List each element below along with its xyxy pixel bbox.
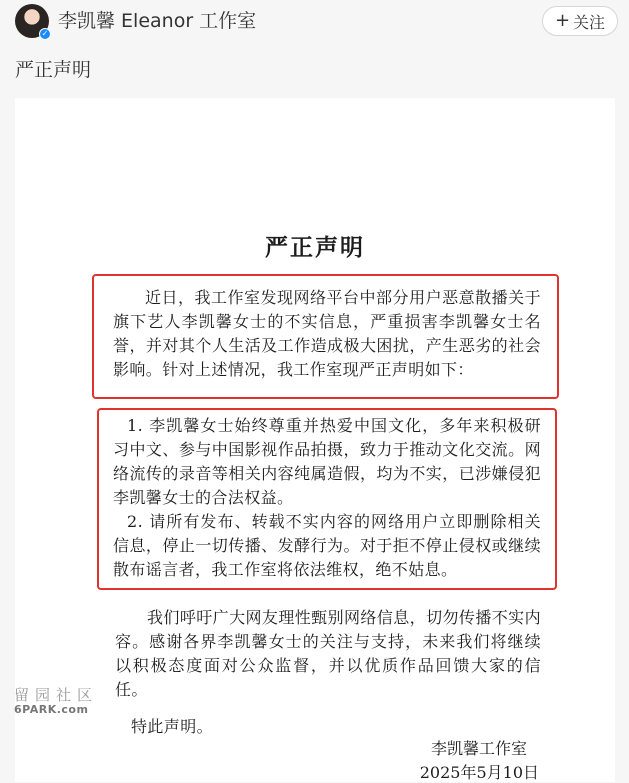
watermark-text: 留园社区 xyxy=(14,686,99,704)
statement-image[interactable] xyxy=(15,98,615,782)
signature-name: 李凯馨工作室 xyxy=(430,739,527,758)
post-header xyxy=(0,0,629,44)
account-name[interactable]: 李凯馨 Eleanor 工作室 xyxy=(58,10,257,32)
signature-date: 2025年5月10日 xyxy=(419,763,539,782)
follow-button[interactable] xyxy=(542,6,618,36)
statement-items xyxy=(113,414,541,582)
appeal-paragraph: 我们呼吁广大网友理性甄别网络信息，切勿传播不实内容。感谢各界李凯馨女士的关注与支持，未来我们将继续以积极态度面对公众监督，并以优质作品回馈大家的信任。 xyxy=(115,608,541,699)
watermark-domain: 6PARK.com xyxy=(14,703,89,716)
document-title: 严正声明 xyxy=(265,235,365,261)
post-title: 严正声明 xyxy=(15,59,92,81)
verified-badge-icon: ✓ xyxy=(39,28,51,40)
follow-label: 关注 xyxy=(573,12,606,32)
plus-icon: + xyxy=(554,10,571,31)
statement-item-2: 2. 请所有发布、转载不实内容的网络用户立即删除相关信息，停止一切传播、发酵行为。对于拒不停止侵权或继续散布谣言者，我工作室将依法维权，绝不姑息。 xyxy=(113,512,541,579)
closing-line: 特此声明。 xyxy=(131,717,214,736)
statement-item-1: 1. 李凯馨女士始终尊重并热爱中国文化，多年来积极研习中文、参与中国影视作品拍摄，致力于推动文化交流。网络流传的录音等相关内容纯属造假，均为不实，已涉嫌侵犯李凯馨女士的合法权益。 xyxy=(113,416,541,507)
intro-paragraph: 近日，我工作室发现网络平台中部分用户恶意散播关于旗下艺人李凯馨女士的不实信息，严重损害李凯馨女士名誉，并对其个人生活及工作造成极大困扰，产生恶劣的社会影响。针对上述情况，我工作室现严正声明如下： xyxy=(113,288,541,379)
